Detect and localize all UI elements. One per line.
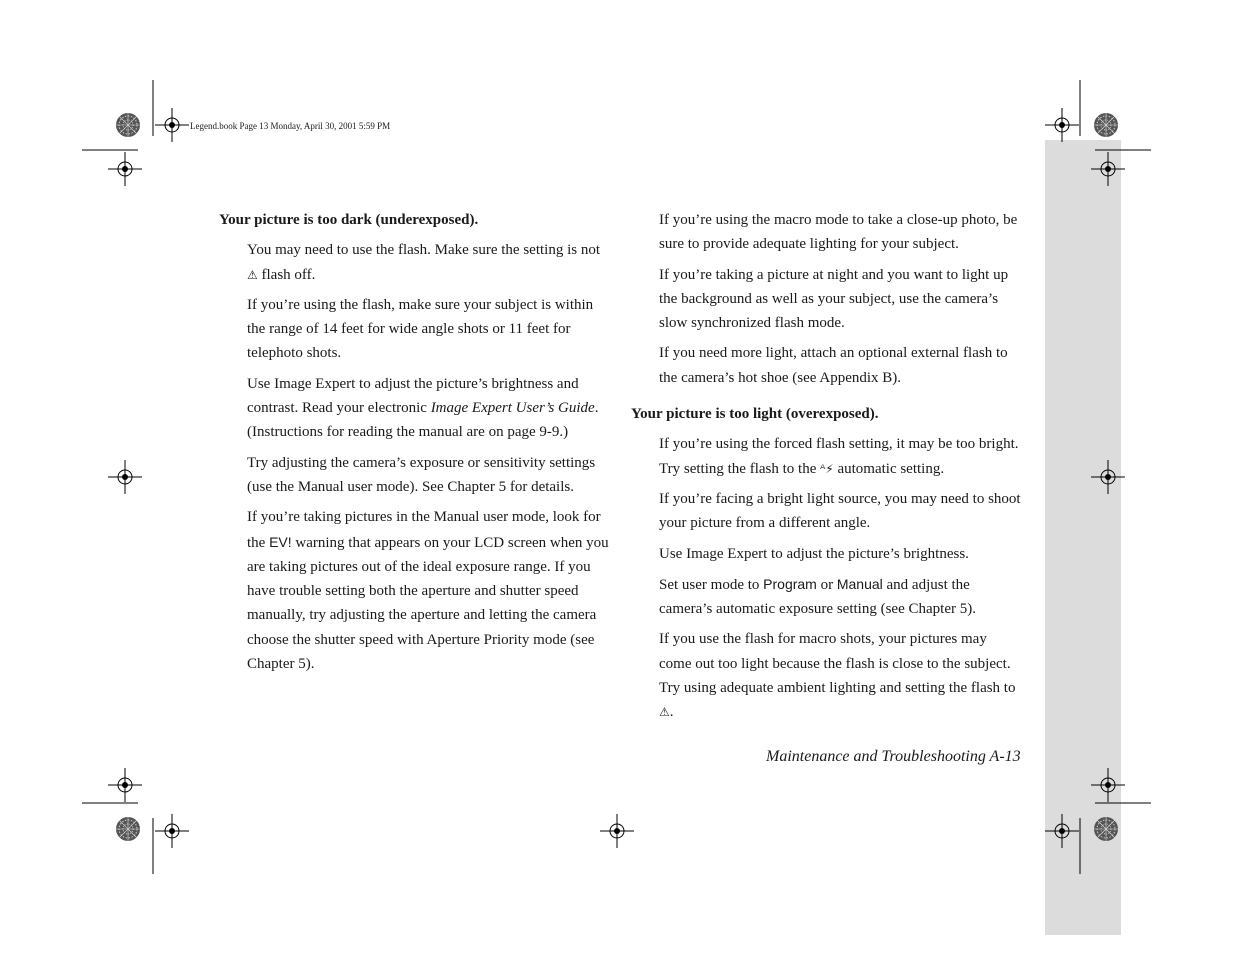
paragraph: If you use the flash for macro shots, your pictures may come out too light because the flash is close to the subject. Try using adequate ambient lighting and setting the flash to ⚠. (659, 631, 1016, 721)
paragraph: If you’re facing a bright light source, you may need to shoot your picture from a different angle. (659, 490, 1021, 532)
auto-flash-icon: ᴬ⚡ (820, 461, 834, 476)
paragraph: Use Image Expert to adjust the picture’s brightness. (659, 545, 969, 562)
underexposed-heading: Your picture is too dark (underexposed). (219, 212, 479, 228)
flash-off-icon: ⚠ (247, 267, 258, 282)
paragraph: Set user mode to Program or Manual and adjust the camera’s automatic exposure setting (see Chapter 5). (659, 575, 976, 618)
paragraph: You may need to use the flash. Make sure the setting is not ⚠ flash off. (247, 242, 601, 283)
ev-warning-code: EV! (269, 533, 292, 550)
paragraph: Try adjusting the camera’s exposure or sensitivity settings (use the Manual user mode). See Chapter 5 for details. (247, 454, 596, 495)
paragraph: If you need more light, attach an optional external flash to the camera’s hot shoe (see Appendix B). (659, 345, 1008, 386)
overexposed-heading: Your picture is too light (overexposed). (631, 406, 879, 423)
flash-off-icon: ⚠ (659, 705, 670, 720)
right-column (631, 208, 1023, 731)
program-mode-code: Program (763, 575, 817, 592)
paragraph: If you’re using the forced flash setting, it may be too bright. Try setting the flash to the ᴬ⚡ automatic setting. (659, 436, 1019, 477)
page-footer: Maintenance and Troubleshooting A-13 (766, 748, 1021, 765)
paragraph: If you’re using the flash, make sure your subject is within the range of 14 feet for wide angle shots or 11 feet for telephoto shots. (247, 296, 594, 362)
manual-mode-code: Manual (836, 575, 883, 592)
print-slug: Legend.book Page 13 Monday, April 30, 2001 5:59 PM (190, 121, 391, 131)
paragraph: If you’re taking pictures in the Manual user mode, look for the EV! warning that appears on your LCD screen when you are taking pictures out of the ideal exposure range. If you have trouble setting both the aperture and shutter speed manually, try adjusting the aperture and letting the camera choose the shutter speed with Aperture Priority mode (see Chapter 5). (247, 509, 609, 673)
paragraph: If you’re taking a picture at night and you want to light up the background as well as your subject, use the camera’s slow synchronized flash mode. (659, 266, 1009, 332)
paragraph: If you’re using the macro mode to take a close-up photo, be sure to provide adequate lighting for your subject. (659, 212, 1018, 253)
paragraph: Use Image Expert to adjust the picture’s brightness and contrast. Read your electronic Image Expert User’s Guide. (Instructions for reading the manual are on page 9-9.) (247, 375, 599, 441)
left-column (219, 208, 609, 682)
